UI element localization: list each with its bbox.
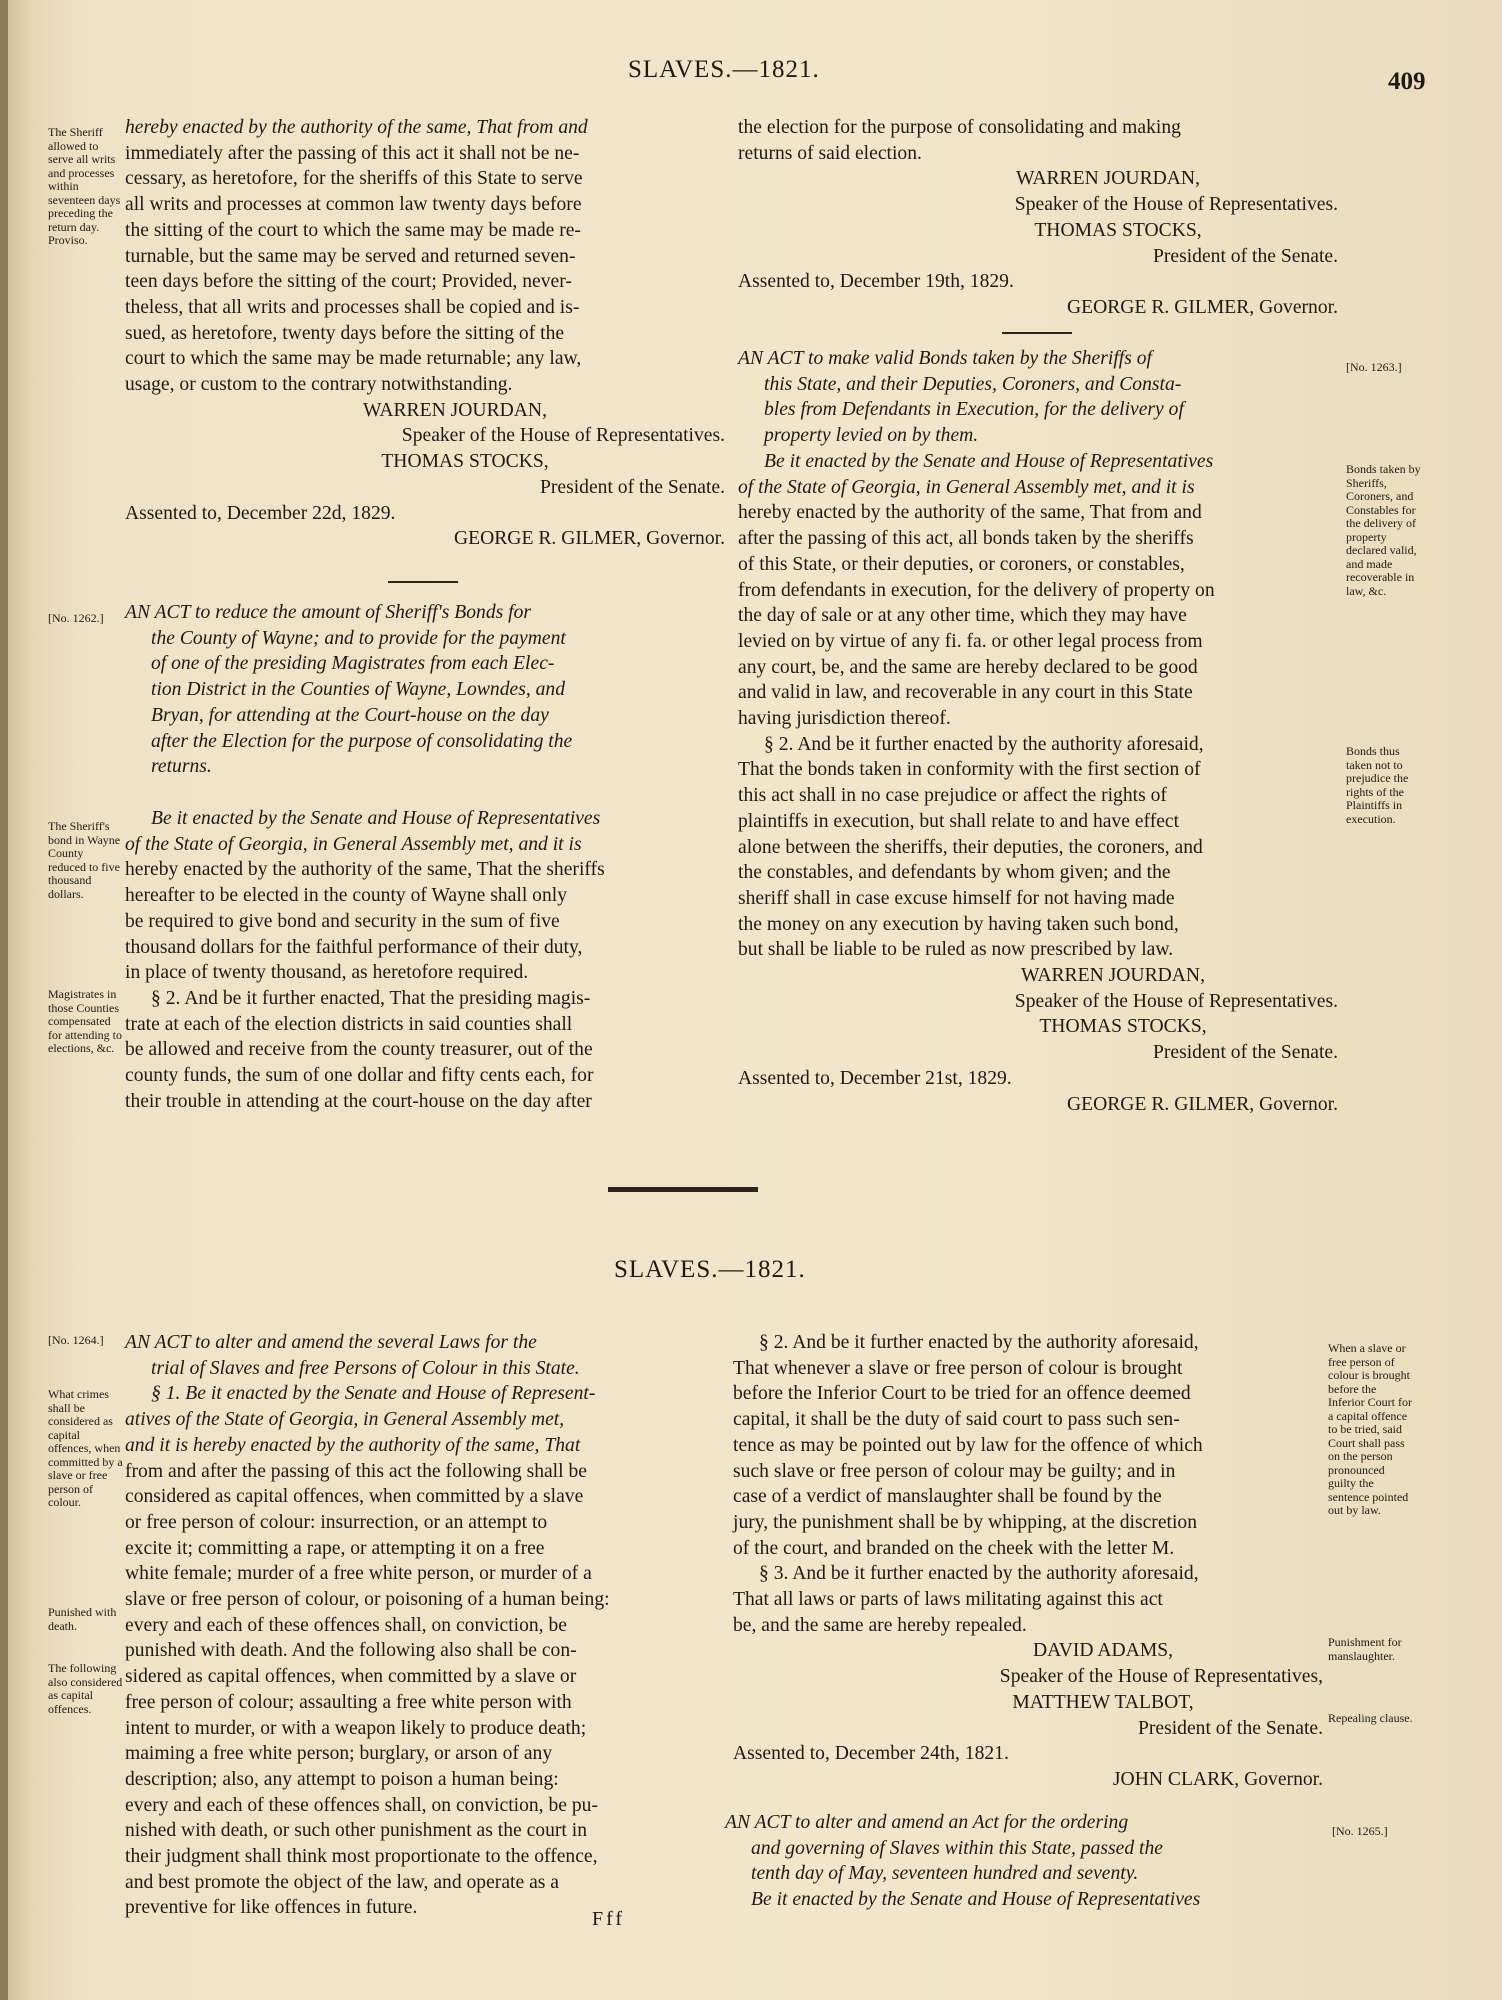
margin-note-bonds-rights: Bonds thus taken not to prejudice the rights of the Plaintiffs in execution. xyxy=(1346,744,1409,826)
text-line: every and each of these offences shall, on conviction, be xyxy=(125,1614,567,1636)
page-binding-edge xyxy=(0,0,8,2000)
text-line: all writs and processes at common law twenty days before xyxy=(125,194,582,216)
text-line: excite it; committing a rape, or attempting it on a free xyxy=(125,1537,545,1559)
left-top-text xyxy=(125,115,725,552)
text-line: from defendants in execution, for the delivery of property on xyxy=(738,579,1215,601)
text-line: § 2. And be it further enacted by the authority aforesaid, xyxy=(759,1332,1199,1353)
president-title: President of the Senate. xyxy=(1137,1717,1323,1739)
section-divider xyxy=(388,581,458,583)
act-1262-body xyxy=(125,806,725,1114)
text-line: § 1. Be it enacted by the Senate and House of Represent- xyxy=(151,1383,596,1405)
margin-note-capital-crimes: What crimes shall be considered as capital offences, when committed by a slave or free person of colour. xyxy=(48,1387,123,1509)
president-name: THOMAS STOCKS, xyxy=(1034,219,1202,241)
text-line: case of a verdict of manslaughter shall be found by the xyxy=(733,1486,1162,1508)
governor-signature: GEORGE R. GILMER, Governor. xyxy=(1066,296,1338,318)
margin-note-also-capital: The following also considered as capital offences. xyxy=(48,1661,123,1716)
text-line: hereby enacted by the authority of the same, That from and xyxy=(125,117,588,138)
president-title: President of the Senate. xyxy=(1152,1042,1338,1064)
text-line: § 2. And be it further enacted, That the presiding magis- xyxy=(151,987,591,1009)
page-divider xyxy=(608,1187,758,1192)
text-line: preventive for like offences in future. xyxy=(125,1897,418,1919)
act-heading-line: tion District in the Counties of Wayne, Lowndes, and xyxy=(151,679,566,701)
text-line: free person of colour; assaulting a free white person with xyxy=(125,1691,572,1713)
right-bottom-text xyxy=(733,1330,1323,1793)
margin-note-wayne-bond: The Sheriff's bond in Wayne County reduced to five thousand dollars. xyxy=(48,819,121,901)
president-title: President of the Senate. xyxy=(539,476,725,498)
text-line: in place of twenty thousand, as heretofore required. xyxy=(125,962,529,984)
margin-note-magistrates: Magistrates in those Counties compensated for attending to elections, &c. xyxy=(48,987,122,1055)
text-line: description; also, any attempt to poison a human being: xyxy=(125,1768,559,1790)
signature-mark: Fff xyxy=(592,1908,626,1930)
text-line: That the bonds taken in conformity with the first section of xyxy=(738,759,1201,781)
governor-signature: GEORGE R. GILMER, Governor. xyxy=(1066,1093,1338,1115)
running-head: SLAVES.—1821. xyxy=(628,56,820,83)
text-line: their judgment shall think most proportionate to the offence, xyxy=(125,1846,598,1868)
act-heading-line: after the Election for the purpose of consolidating the xyxy=(151,730,573,752)
text-line: be, and the same are hereby repealed. xyxy=(733,1614,1027,1636)
act-number-1265: [No. 1265.] xyxy=(1332,1824,1388,1838)
text-line: any court, be, and the same are hereby declared to be good xyxy=(738,656,1198,678)
text-line: of the State of Georgia, in General Assembly met, and it is xyxy=(125,833,582,855)
text-line: and best promote the object of the law, and operate as a xyxy=(125,1871,559,1893)
act-heading-line: bles from Defendants in Execution, for the delivery of xyxy=(764,399,1184,421)
speaker-name: WARREN JOURDAN, xyxy=(363,399,547,421)
act-heading-line: this State, and their Deputies, Coroners, and Consta- xyxy=(764,373,1182,395)
text-line: their trouble in attending at the court-house on the day after xyxy=(125,1090,592,1112)
act-1262-heading xyxy=(125,600,725,780)
text-line: the sitting of the court to which the same may be made re- xyxy=(125,219,581,241)
text-line: thousand dollars for the faithful performance of their duty, xyxy=(125,936,583,958)
president-name: MATTHEW TALBOT, xyxy=(1012,1691,1194,1713)
act-1263-heading xyxy=(738,346,1338,449)
act-heading-line: AN ACT to alter and amend the several Laws for the xyxy=(125,1332,537,1353)
act-heading-line: the County of Wayne; and to provide for the payment xyxy=(151,627,566,649)
assent-line: Assented to, December 21st, 1829. xyxy=(738,1067,1012,1089)
speaker-title: Speaker of the House of Representatives. xyxy=(401,425,725,447)
text-line: hereafter to be elected in the county of Wayne shall only xyxy=(125,885,568,907)
speaker-title: Speaker of the House of Representatives, xyxy=(999,1666,1323,1688)
page-number: 409 xyxy=(1388,68,1426,95)
governor-signature: GEORGE R. GILMER, Governor. xyxy=(453,528,725,550)
text-line: Be it enacted by the Senate and House of Representatives xyxy=(151,808,601,829)
text-line: be allowed and receive from the county treasurer, out of the xyxy=(125,1039,593,1061)
president-name: THOMAS STOCKS, xyxy=(1039,1016,1207,1038)
margin-note-manslaughter: Punishment for manslaughter. xyxy=(1328,1635,1402,1663)
speaker-name: WARREN JOURDAN, xyxy=(1016,168,1200,190)
text-line: such slave or free person of colour may be guilty; and in xyxy=(733,1460,1176,1482)
text-line: § 3. And be it further enacted by the authority aforesaid, xyxy=(759,1563,1199,1585)
text-line: tence as may be pointed out by law for the offence of which xyxy=(733,1434,1203,1456)
assent-line: Assented to, December 19th, 1829. xyxy=(738,271,1014,293)
text-line: returns of said election. xyxy=(738,142,922,164)
text-line: the election for the purpose of consolidating and making xyxy=(738,117,1181,138)
text-line: alone between the sheriffs, their deputies, the coroners, and xyxy=(738,836,1203,858)
text-line: before the Inferior Court to be tried for an offence deemed xyxy=(733,1383,1191,1405)
text-line: having jurisdiction thereof. xyxy=(738,708,951,730)
text-line: be required to give bond and security in the sum of five xyxy=(125,910,560,932)
text-line: Be it enacted by the Senate and House of Representatives xyxy=(764,451,1214,472)
text-line: punished with death. And the following also shall be con- xyxy=(125,1640,577,1662)
act-heading-line: of one of the presiding Magistrates from each Elec- xyxy=(151,653,555,675)
text-line: § 2. And be it further enacted by the authority aforesaid, xyxy=(764,733,1204,755)
text-line: maiming a free white person; burglary, or arson of any xyxy=(125,1743,553,1765)
margin-note-punished-death: Punished with death. xyxy=(48,1605,117,1633)
act-heading-line: trial of Slaves and free Persons of Colour in this State. xyxy=(151,1357,580,1379)
text-line: sidered as capital offences, when committed by a slave or xyxy=(125,1666,577,1688)
text-line: considered as capital offences, when committed by a slave xyxy=(125,1486,584,1508)
text-line: of this State, or their deputies, or coroners, or constables, xyxy=(738,553,1185,575)
act-number-1262: [No. 1262.] xyxy=(48,611,104,625)
text-line: of the court, and branded on the cheek with the letter M. xyxy=(733,1537,1175,1559)
act-heading-line: Bryan, for attending at the Court-house on the day xyxy=(151,704,549,726)
text-line: trate at each of the election districts in said counties shall xyxy=(125,1013,573,1035)
assent-line: Assented to, December 22d, 1829. xyxy=(125,502,396,524)
speaker-name: WARREN JOURDAN, xyxy=(1021,965,1205,987)
margin-note-inferior-court: When a slave or free person of colour is brought before the Inferior Court for a capital offence to be tried, said Court shall pass on the person pronounced guilty the sentence pointed out by law. xyxy=(1328,1341,1412,1517)
text-line: That whenever a slave or free person of colour is brought xyxy=(733,1357,1183,1379)
text-line: but shall be liable to be ruled as now prescribed by law. xyxy=(738,939,1174,961)
running-head-bottom: SLAVES.—1821. xyxy=(614,1256,806,1283)
governor-signature: JOHN CLARK, Governor. xyxy=(1112,1768,1323,1790)
text-line: and it is hereby enacted by the authority of the same, That xyxy=(125,1434,581,1456)
text-line: after the passing of this act, all bonds taken by the sheriffs xyxy=(738,528,1194,550)
act-number-1264: [No. 1264.] xyxy=(48,1333,104,1347)
text-line: or free person of colour: insurrection, or an attempt to xyxy=(125,1511,548,1533)
right-top-text xyxy=(738,115,1338,321)
text-line: sued, as heretofore, twenty days before the sitting of the xyxy=(125,322,565,344)
text-line: turnable, but the same may be served and returned seven- xyxy=(125,245,576,267)
text-line: and valid in law, and recoverable in any court in this State xyxy=(738,682,1193,704)
speaker-title: Speaker of the House of Representatives. xyxy=(1014,990,1338,1012)
text-line: plaintiffs in execution, but shall relate to and have effect xyxy=(738,810,1180,832)
text-line: the constables, and defendants by whom given; and the xyxy=(738,862,1171,884)
section-divider xyxy=(1002,332,1072,334)
margin-note-repealing: Repealing clause. xyxy=(1328,1711,1413,1725)
act-heading-line: AN ACT to alter and amend an Act for the ordering xyxy=(725,1812,1129,1833)
act-heading-line: and governing of Slaves within this State, passed the xyxy=(751,1837,1163,1859)
text-line: hereby enacted by the authority of the same, That from and xyxy=(738,502,1202,524)
act-1264-text xyxy=(125,1330,715,1921)
text-line: intent to murder, or with a weapon likely to produce death; xyxy=(125,1717,587,1739)
text-line: That all laws or parts of laws militating against this act xyxy=(733,1589,1163,1611)
president-name: THOMAS STOCKS, xyxy=(381,451,549,473)
text-line: hereby enacted by the authority of the same, That the sheriffs xyxy=(125,859,605,881)
margin-note-bonds-valid: Bonds taken by Sheriffs, Coroners, and Constables for the delivery of property declared valid, and made recoverable in law, &c. xyxy=(1346,462,1421,598)
text-line: the day of sale or at any other time, which they may have xyxy=(738,605,1187,627)
act-heading-line: property levied on by them. xyxy=(764,425,979,447)
speaker-title: Speaker of the House of Representatives. xyxy=(1014,194,1338,216)
act-heading-line: returns. xyxy=(151,756,212,778)
text-line: theless, that all writs and processes shall be copied and is- xyxy=(125,296,580,318)
text-line: nished with death, or such other punishment as the court in xyxy=(125,1820,587,1842)
text-line: cessary, as heretofore, for the sheriffs of this State to serve xyxy=(125,168,583,190)
text-line: atives of the State of Georgia, in General Assembly met, xyxy=(125,1409,565,1431)
speaker-name: DAVID ADAMS, xyxy=(1032,1640,1174,1662)
assent-line: Assented to, December 24th, 1821. xyxy=(733,1743,1009,1765)
text-line: levied on by virtue of any fi. fa. or other legal process from xyxy=(738,630,1203,652)
text-line: slave or free person of colour, or poisoning of a human being: xyxy=(125,1589,610,1611)
act-number-1263: [No. 1263.] xyxy=(1346,360,1402,374)
text-line: court to which the same may be made returnable; any law, xyxy=(125,348,582,370)
text-line: immediately after the passing of this act it shall not be ne- xyxy=(125,142,580,164)
text-line: white female; murder of a free white person, or murder of a xyxy=(125,1563,592,1585)
margin-note-sheriff-serve: The Sheriff allowed to serve all writs and processes within seventeen days preceding the return day. Proviso. xyxy=(48,125,121,247)
act-heading-line: AN ACT to make valid Bonds taken by the Sheriffs of xyxy=(738,348,1152,369)
text-line: Be it enacted by the Senate and House of Representatives xyxy=(751,1889,1201,1911)
act-1263-body xyxy=(738,449,1338,1117)
text-line: this act shall in no case prejudice or affect the rights of xyxy=(738,785,1167,807)
text-line: county funds, the sum of one dollar and fifty cents each, for xyxy=(125,1065,594,1087)
text-line: of the State of Georgia, in General Assembly met, and it is xyxy=(738,476,1195,498)
act-heading-line: tenth day of May, seventeen hundred and seventy. xyxy=(751,1863,1139,1885)
act-1265-text xyxy=(725,1810,1325,1913)
act-heading-line: AN ACT to reduce the amount of Sheriff's Bonds for xyxy=(125,602,532,623)
text-line: the money on any execution by having taken such bond, xyxy=(738,913,1179,935)
president-title: President of the Senate. xyxy=(1152,245,1338,267)
text-line: usage, or custom to the contrary notwithstanding. xyxy=(125,374,513,396)
text-line: from and after the passing of this act the following shall be xyxy=(125,1460,587,1482)
text-line: teen days before the sitting of the court; Provided, never- xyxy=(125,271,572,293)
text-line: every and each of these offences shall, on conviction, be pu- xyxy=(125,1794,598,1816)
text-line: sheriff shall in case excuse himself for not having made xyxy=(738,887,1175,909)
text-line: capital, it shall be the duty of said court to pass such sen- xyxy=(733,1409,1180,1431)
text-line: jury, the punishment shall be by whipping, at the discretion xyxy=(733,1511,1198,1533)
